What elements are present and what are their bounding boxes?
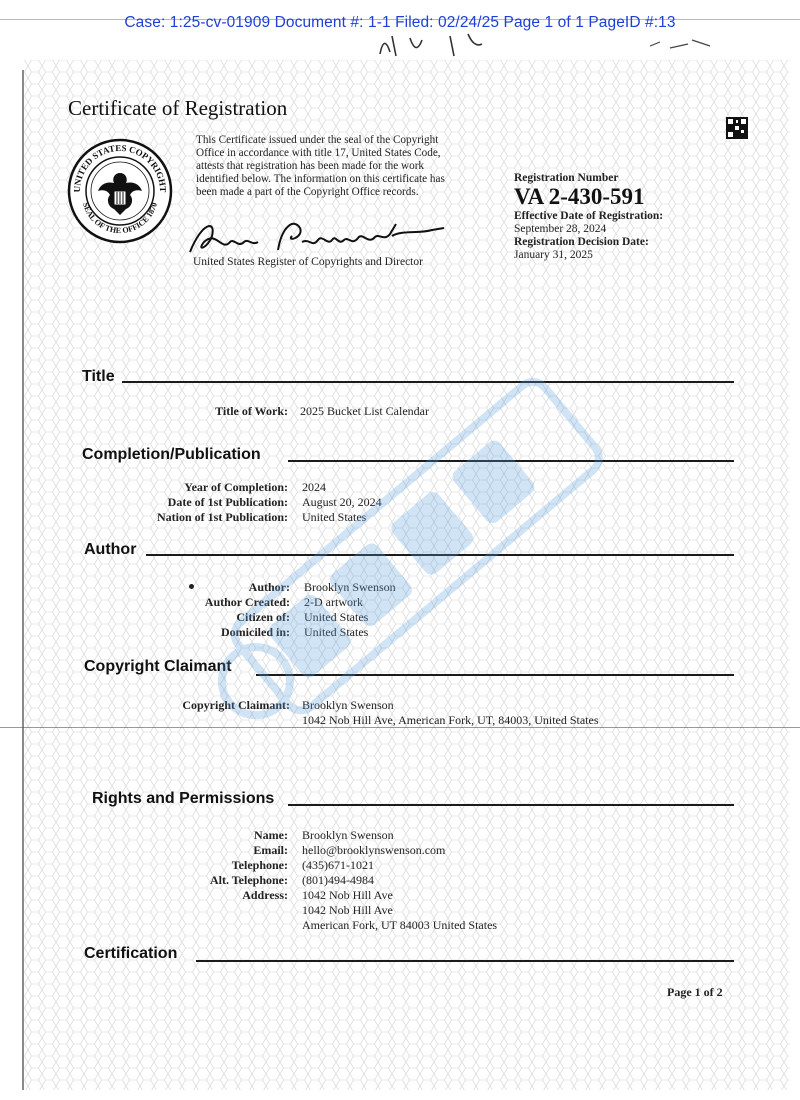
section-heading-completion: Completion/Publication [82,446,261,463]
section-heading-title: Title [82,368,115,385]
field-label: Address: [242,888,288,902]
field-value: hello@brooklynswenson.com [302,843,446,857]
certificate-intro [196,134,486,199]
field-label: Author Created: [204,595,290,609]
seal-text-top: UNITED STATES COPYRIGHT [71,142,169,193]
field-value: Brooklyn Swenson [302,698,394,712]
eagle-seal-icon [66,137,174,245]
certificate-title: Certificate of Registration [68,96,288,120]
registration-number: VA 2-430-591 [514,184,645,209]
field-value: 1042 Nob Hill Ave [302,888,393,902]
decision-date-label: Registration Decision Date: [514,236,649,248]
field-label: Nation of 1st Publication: [156,510,288,524]
case-header: Case: 1:25-cv-01909 Document #: 1-1 Filed: 02/24/25 Page 1 of 1 PageID #:13 [124,14,676,31]
section-heading-rights: Rights and Permissions [92,790,275,807]
section-rule [196,960,734,962]
section-heading-author: Author [84,541,137,558]
register-title: United States Register of Copyrights and Director [193,256,423,268]
field-label: Email: [253,843,288,857]
field-value: United States [304,625,369,639]
field-label: Domiciled in: [221,625,290,639]
field-value: Brooklyn Swenson [302,828,394,842]
section-rule [288,804,734,806]
section-rule [288,460,734,462]
field-label: Date of 1st Publication: [167,495,288,509]
field-value: United States [302,510,367,524]
intro-line: been made a part of the Copyright Office records. [196,186,419,198]
intro-line: This Certificate issued under the seal of the Copyright [196,134,439,146]
handwriting-scribble [370,26,730,62]
field-value: (435)671-1021 [302,858,374,872]
field-label: Author: [248,580,290,594]
field-label: Name: [254,828,288,842]
field-value: Brooklyn Swenson [304,580,396,594]
field-label: Citizen of: [236,610,290,624]
field-value: 2-D artwork [304,595,363,609]
page-number: Page 1 of 2 [667,985,723,999]
field-value: 2025 Bucket List Calendar [300,404,429,418]
field-value: 1042 Nob Hill Ave, American Fork, UT, 84003, United States [302,713,599,727]
field-value: American Fork, UT 84003 United States [302,918,498,932]
field-value: 1042 Nob Hill Ave [302,903,393,917]
field-value: United States [304,610,369,624]
field-value: 2024 [302,480,326,494]
registration-block [514,172,734,262]
field-label: Copyright Claimant: [182,698,290,712]
decision-date: January 31, 2025 [514,249,593,261]
intro-line: identified below. The information on this certificate has [196,173,445,185]
field-label: Telephone: [231,858,288,872]
field-label: Title of Work: [215,404,288,418]
intro-line: Office in accordance with title 17, United States Code, [196,147,441,159]
field-value: (801)494-4984 [302,873,374,887]
seal-text-bottom: SEAL OF THE OFFICE 1870 [80,201,160,236]
field-label: Alt. Telephone: [209,873,288,887]
qr-code-icon [726,117,748,139]
field-value: August 20, 2024 [302,495,382,509]
registration-number-label: Registration Number [514,172,619,184]
effective-date-label: Effective Date of Registration: [514,210,664,222]
effective-date: September 28, 2024 [514,223,607,235]
section-heading-certification: Certification [84,945,178,962]
field-label: Year of Completion: [184,480,288,494]
section-rule [122,381,734,383]
intro-line: attests that registration has been made for the work [196,160,425,172]
signature [182,212,452,262]
page-left-edge [22,70,24,1090]
section-rule [256,674,734,676]
section-heading-claimant: Copyright Claimant [84,658,232,675]
section-rule [146,554,734,556]
